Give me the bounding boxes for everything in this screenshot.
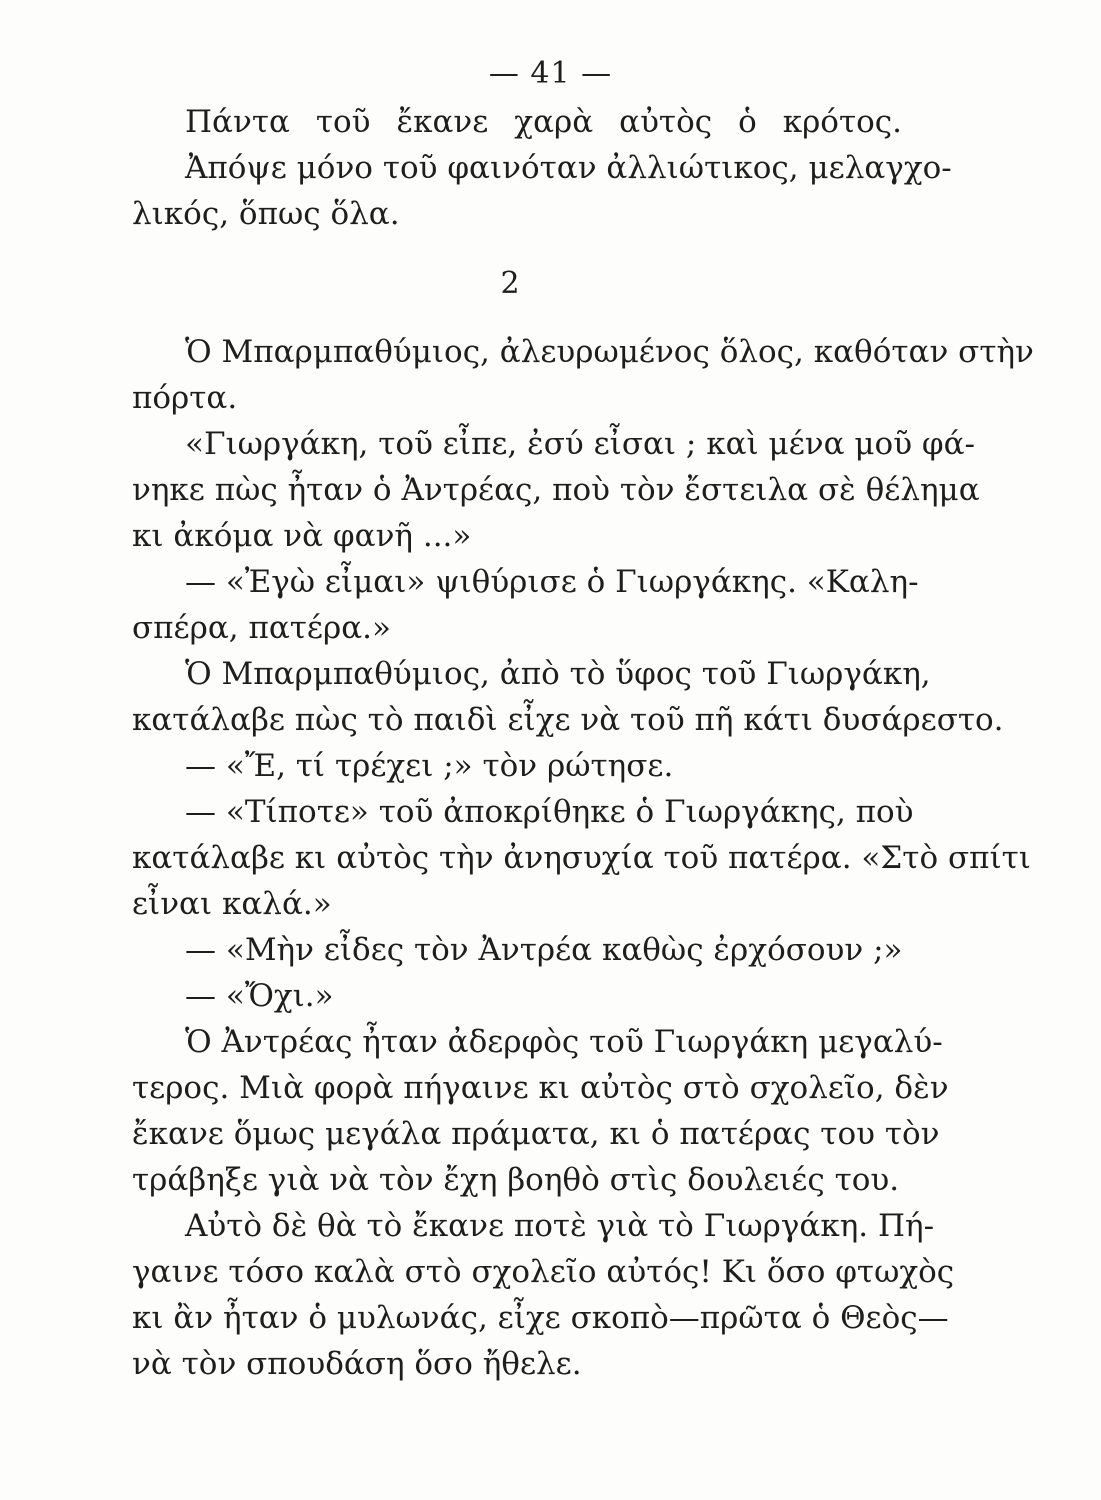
text-line: νὰ τὸν σπουδάση ὅσο ἤθελε. bbox=[132, 1346, 582, 1382]
text-line: Ἀπόψε μόνο τοῦ φαινόταν ἀλλιώτικος, μελαγχο- bbox=[185, 150, 952, 186]
dialogue-line: — «Ἐγὼ εἶμαι» ψιθύρισε ὁ Γιωργάκης. «Καλη- bbox=[185, 564, 919, 600]
text-line: τερος. Μιὰ φορὰ πήγαινε κι αὐτὸς στὸ σχολεῖο, δὲν bbox=[132, 1070, 949, 1106]
text-line: εἶναι καλά.» bbox=[132, 886, 332, 922]
text-line: κατάλαβε κι αὐτὸς τὴν ἀνησυχία τοῦ πατέρα. «Στὸ σπίτι bbox=[132, 840, 1031, 876]
text-line: Ὁ Ἀντρέας ἦταν ἀδερφὸς τοῦ Γιωργάκη μεγαλύ- bbox=[185, 1024, 943, 1060]
text-line: λικός, ὅπως ὅλα. bbox=[132, 196, 400, 232]
text-line: πόρτα. bbox=[132, 380, 238, 416]
text-line: τράβηξε γιὰ νὰ τὸν ἔχη βοηθὸ στὶς δουλειές του. bbox=[132, 1162, 900, 1198]
dialogue-line: — «Μὴν εἶδες τὸν Ἀντρέα καθὼς ἐρχόσουν ;» bbox=[185, 932, 903, 968]
section-number: 2 bbox=[500, 266, 520, 301]
text-line: σπέρα, πατέρα.» bbox=[132, 610, 391, 646]
text-line: γαινε τόσο καλὰ στὸ σχολεῖο αὐτός! Κι ὅσο φτωχὸς bbox=[132, 1254, 955, 1290]
text-line: Ὁ Μπαρμπαθύμιος, ἀπὸ τὸ ὕφος τοῦ Γιωργάκη, bbox=[185, 656, 931, 692]
text-line: κι ἀκόμα νὰ φανῆ ...» bbox=[132, 518, 472, 554]
text-line: κι ἂν ἦταν ὁ μυλωνάς, εἶχε σκοπὸ—πρῶτα ὁ Θεὸς— bbox=[132, 1300, 949, 1336]
text-line: ἔκανε ὅμως μεγάλα πράματα, κι ὁ πατέρας του τὸν bbox=[132, 1116, 940, 1152]
text-line: νηκε πὼς ἦταν ὁ Ἀντρέας, ποὺ τὸν ἔστειλα σὲ θέλημα bbox=[132, 472, 980, 508]
text-line: «Γιωργάκη, τοῦ εἶπε, ἐσύ εἶσαι ; καὶ μένα μοῦ φά- bbox=[185, 426, 976, 462]
dialogue-line: — «Τίποτε» τοῦ ἀποκρίθηκε ὁ Γιωργάκης, ποὺ bbox=[185, 794, 914, 830]
dialogue-line: — «Ἔ, τί τρέχει ;» τὸν ρώτησε. bbox=[185, 748, 674, 784]
dialogue-line: — «Ὄχι.» bbox=[185, 978, 334, 1014]
page-number: — 41 — bbox=[488, 56, 613, 91]
text-line: κατάλαβε πὼς τὸ παιδὶ εἶχε νὰ τοῦ πῆ κάτι δυσάρεστο. bbox=[132, 702, 1004, 738]
text-line: Αὐτὸ δὲ θὰ τὸ ἔκανε ποτὲ γιὰ τὸ Γιωργάκη. Πή- bbox=[185, 1208, 935, 1244]
text-line: Ὁ Μπαρμπαθύμιος, ἀλευρωμένος ὅλος, καθόταν στὴν bbox=[185, 334, 1034, 370]
text-line: Πάντα τοῦ ἔκανε χαρὰ αὐτὸς ὁ κρότος. bbox=[185, 104, 902, 140]
